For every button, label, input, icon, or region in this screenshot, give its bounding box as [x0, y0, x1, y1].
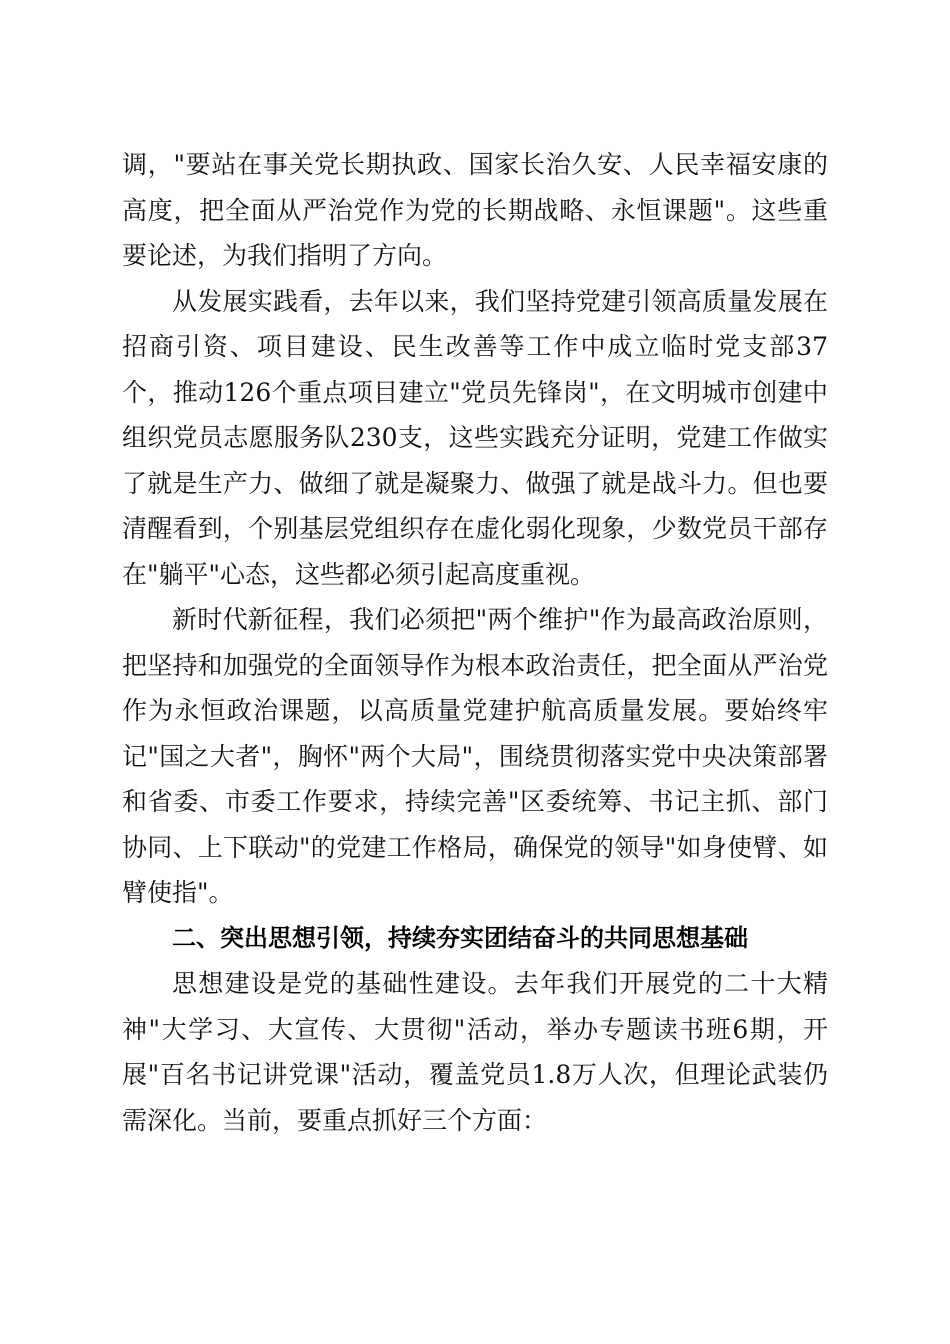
section-heading: 二、突出思想引领，持续夯实团结奋斗的共同思想基础: [172, 923, 748, 952]
paragraph-continuation: 调，"要站在事关党长期执政、国家长治久安、人民幸福安康的高度，把全面从严治党作为党的长期战略、永恒课题"。这些重要论述，为我们指明了方向。: [122, 150, 828, 270]
document-body: [122, 142, 828, 1143]
paragraph-ideological-building: 思想建设是党的基础性建设。去年我们开展党的二十大精神"大学习、大宣传、大贯彻"活动，举办专题读书班6期，开展"百名书记讲党课"活动，覆盖党员1.8万人次，但理论武装仍需深化。当前，要重点抓好三个方面：: [122, 969, 828, 1135]
paragraph-development-practice: 从发展实践看，去年以来，我们坚持党建引领高质量发展在招商引资、项目建设、民生改善等工作中成立临时党支部37个，推动126个重点项目建立"党员先锋岗"，在文明城市创建中组织党员志愿服务队230支，这些实践充分证明，党建工作做实了就是生产力、做细了就是凝聚力、做强了就是战斗力。但也要清醒看到，个别基层党组织存在虚化弱化现象，少数党员干部存在"躺平"心态，这些都必须引起高度重视。: [122, 286, 828, 589]
paragraph-new-era: 新时代新征程，我们必须把"两个维护"作为最高政治原则，把坚持和加强党的全面领导作为根本政治责任，把全面从严治党作为永恒政治课题，以高质量党建护航高质量发展。要始终牢记"国之大者"，胸怀"两个大局"，围绕贯彻落实党中央决策部署和省委、市委工作要求，持续完善"区委统筹、书记主抓、部门协同、上下联动"的党建工作格局，确保党的领导"如身使臂、如臂使指"。: [122, 605, 828, 907]
